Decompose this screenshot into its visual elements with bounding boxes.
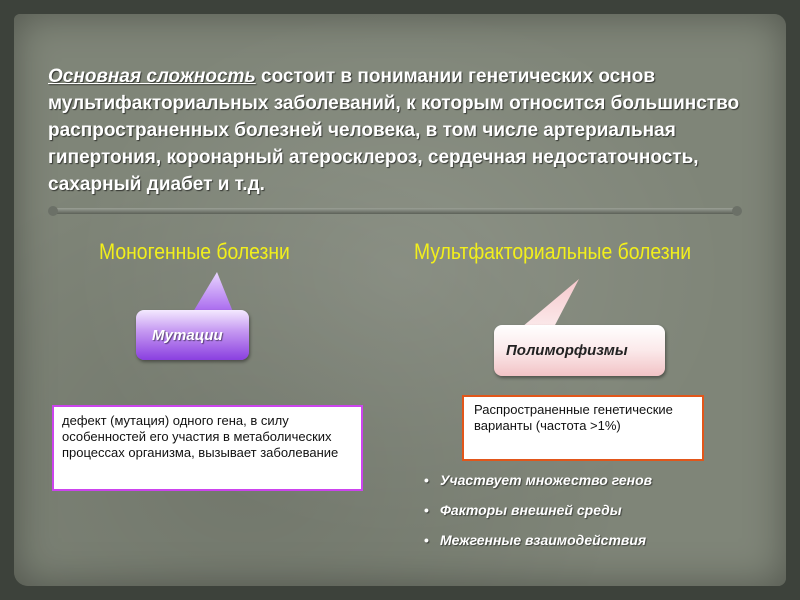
polymorphisms-callout	[494, 325, 665, 376]
mutations-pointer	[193, 272, 233, 312]
monogenic-description-box	[52, 405, 363, 491]
bullet-item: • Факторы внешней среды	[424, 500, 652, 530]
bullet-item: • Межгенные взаимодействия	[424, 530, 652, 560]
monogenic-description: дефект (мутация) одного гена, в силу особенностей его участия в метаболических процессах организма, вызывает заболевание	[62, 413, 339, 460]
polymorphisms-label: Полиморфизмы	[506, 342, 628, 359]
multifactorial-heading: Мультфакториальные болезни	[414, 239, 692, 264]
mutations-label: Мутации	[152, 326, 223, 344]
bullet-item: • Участвует множество генов	[424, 470, 652, 500]
multifactorial-description-box	[462, 395, 704, 461]
polymorphisms-pointer	[522, 279, 579, 327]
multifactorial-description: Распространенные генетические варианты (частота >1%)	[474, 402, 673, 433]
intro-text: состоит в понимании генетических основ мультифакториальных заболеваний, к которым относится большинство распространенных болезней человека, в том числе артериальная гипертония, коронарный атеросклероз, сердечная недостаточность, сахарный диабет и т.д.	[48, 66, 740, 195]
monogenic-heading: Моногенные болезни	[99, 239, 290, 264]
mutations-callout	[136, 310, 249, 360]
intro-lead: Основная сложность	[48, 66, 256, 87]
multifactorial-bullet-list	[424, 470, 652, 560]
